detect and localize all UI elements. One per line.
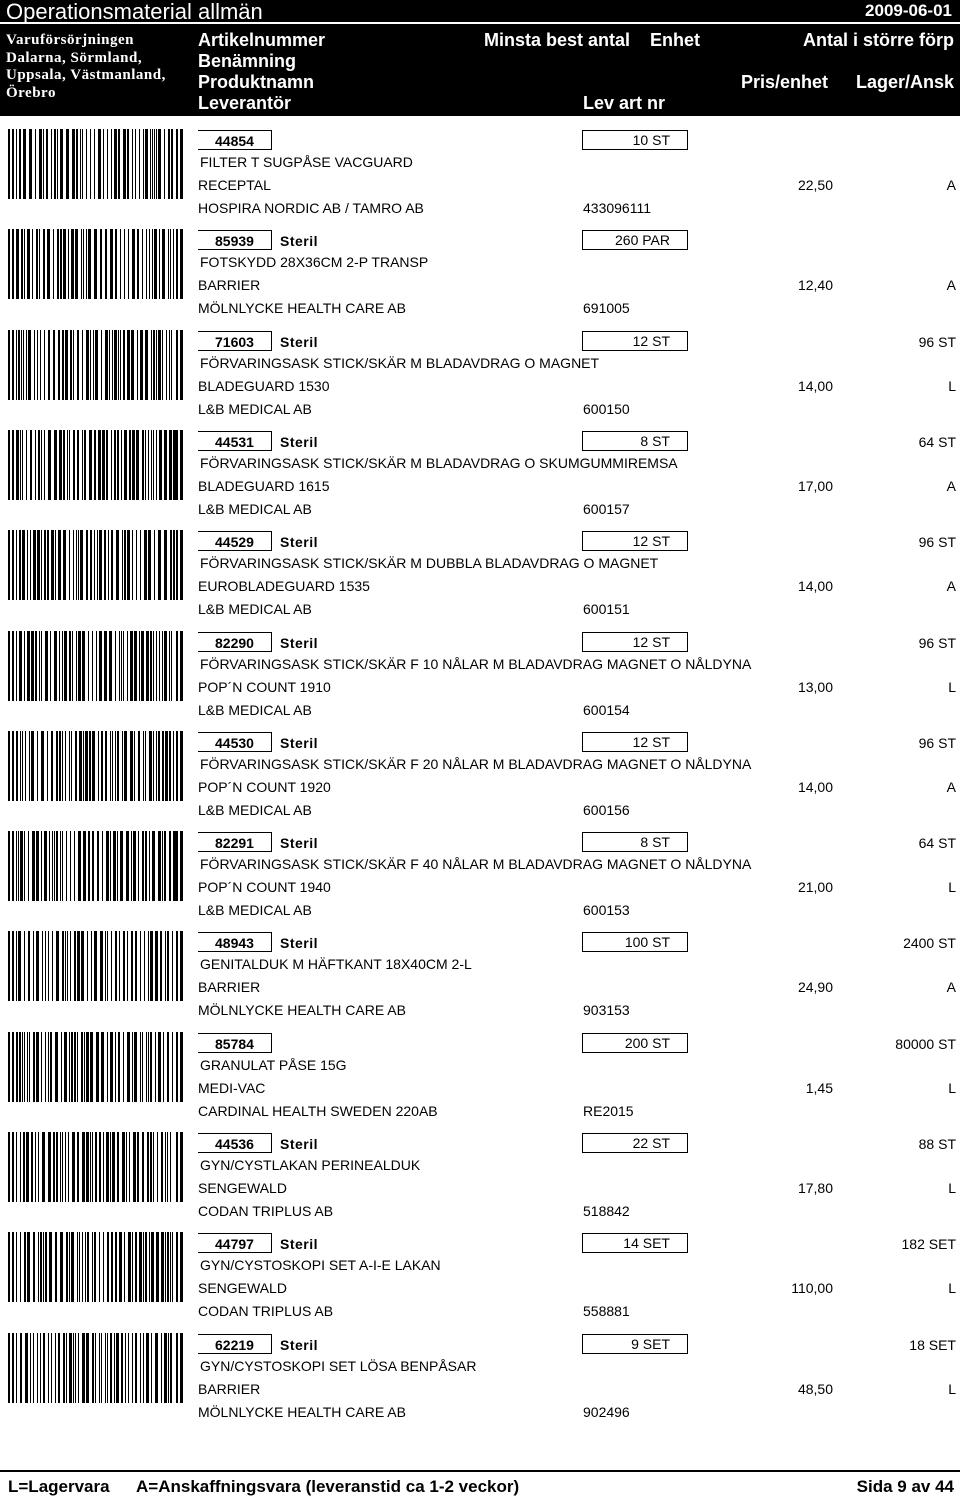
min-order-quantity: 8 ST <box>582 431 688 451</box>
title-bar <box>0 0 960 22</box>
item-description: FÖRVARINGSASK STICK/SKÄR M BLADAVDRAG O SKUMGUMMIREMSA <box>200 454 678 471</box>
item-row <box>0 1330 960 1430</box>
item-description: FÖRVARINGSASK STICK/SKÄR F 40 NÅLAR M BLADAVDRAG MAGNET O NÅLDYNA <box>200 856 752 873</box>
region-label: Varuförsörjningen Dalarna, Sörmland, Uppsala, Västmanland, Örebro <box>6 32 166 101</box>
larger-package-quantity: 2400 ST <box>903 935 956 952</box>
article-number: 82290 <box>198 632 272 652</box>
product-name: POP´N COUNT 1920 <box>198 778 331 795</box>
article-number: 44854 <box>198 130 272 150</box>
steril-label: Steril <box>280 534 319 551</box>
unit-price: 14,00 <box>797 578 833 595</box>
item-description: GENITALDUK M HÄFTKANT 18X40CM 2-L <box>200 956 472 973</box>
product-name: RECEPTAL <box>198 177 271 193</box>
supplier-article-number: 518842 <box>583 1203 630 1219</box>
larger-package-quantity: 96 ST <box>918 634 956 651</box>
min-order-quantity: 9 SET <box>582 1334 688 1354</box>
steril-label: Steril <box>280 233 319 250</box>
unit-price: 21,00 <box>797 879 833 896</box>
footer <box>0 1470 960 1497</box>
stock-type: L <box>948 1280 956 1297</box>
steril-label: Steril <box>280 1236 319 1253</box>
product-name: SENGEWALD <box>198 1180 287 1196</box>
larger-package-quantity: 64 ST <box>918 835 956 852</box>
item-row <box>0 828 960 928</box>
product-name: POP´N COUNT 1910 <box>198 678 331 695</box>
min-order-quantity: 12 ST <box>582 531 688 551</box>
item-row <box>0 928 960 1028</box>
col-pris-enhet: Pris/enhet <box>741 72 829 92</box>
min-order-quantity: 22 ST <box>582 1133 688 1153</box>
barcode <box>8 330 184 400</box>
col-artikelnummer: Artikelnummer <box>198 30 326 50</box>
stock-type: L <box>948 879 956 896</box>
product-name: SENGEWALD <box>198 1280 287 1297</box>
barcode <box>8 430 184 500</box>
item-description: FILTER T SUGPÅSE VACGUARD <box>200 154 413 170</box>
supplier: MÖLNLYCKE HEALTH CARE AB <box>198 300 406 317</box>
item-row <box>0 327 960 427</box>
item-row <box>0 1029 960 1129</box>
supplier-article-number: RE2015 <box>583 1102 634 1119</box>
stock-type: L <box>948 377 956 394</box>
product-name: BLADEGUARD 1615 <box>198 477 330 494</box>
col-lev-art-nr: Lev art nr <box>583 93 666 113</box>
steril-label: Steril <box>280 835 319 852</box>
supplier-article-number: 600156 <box>583 801 630 818</box>
col-antal-storre: Antal i större förp <box>802 30 954 50</box>
item-row <box>0 226 960 326</box>
item-description: FÖRVARINGSASK STICK/SKÄR F 10 NÅLAR M BLADAVDRAG MAGNET O NÅLDYNA <box>200 655 752 672</box>
item-description: FÖRVARINGSASK STICK/SKÄR F 20 NÅLAR M BLADAVDRAG MAGNET O NÅLDYNA <box>200 755 752 772</box>
barcode <box>8 1333 184 1403</box>
col-enhet: Enhet <box>650 30 701 50</box>
stock-type: L <box>948 678 956 695</box>
barcode <box>8 1232 184 1302</box>
article-number: 62219 <box>198 1334 272 1354</box>
stock-type: A <box>946 277 956 294</box>
supplier-article-number: 558881 <box>583 1303 630 1320</box>
product-name: BARRIER <box>198 277 261 294</box>
supplier: MÖLNLYCKE HEALTH CARE AB <box>198 1403 406 1420</box>
supplier: HOSPIRA NORDIC AB / TAMRO AB <box>198 200 424 216</box>
supplier: MÖLNLYCKE HEALTH CARE AB <box>198 1002 406 1019</box>
stock-type: A <box>946 177 956 193</box>
barcode <box>8 731 184 801</box>
supplier-article-number: 902496 <box>583 1403 630 1420</box>
item-description: GYN/CYSTOSKOPI SET LÖSA BENPÅSAR <box>200 1357 477 1374</box>
unit-price: 12,40 <box>797 277 833 294</box>
stock-type: A <box>946 477 956 494</box>
unit-price: 48,50 <box>797 1380 833 1397</box>
article-number: 44797 <box>198 1233 272 1253</box>
supplier: L&B MEDICAL AB <box>198 701 312 718</box>
min-order-quantity: 200 ST <box>582 1033 688 1053</box>
stock-type: A <box>946 578 956 595</box>
col-benamning: Benämning <box>198 51 297 71</box>
article-number: 71603 <box>198 331 272 351</box>
steril-label: Steril <box>280 634 319 651</box>
min-order-quantity: 12 ST <box>582 632 688 652</box>
col-produktnamn: Produktnamn <box>198 72 315 92</box>
unit-price: 17,80 <box>797 1180 833 1196</box>
barcode <box>8 530 184 600</box>
unit-price: 14,00 <box>797 778 833 795</box>
min-order-quantity: 14 SET <box>582 1233 688 1253</box>
supplier: L&B MEDICAL AB <box>198 801 312 818</box>
barcode <box>8 931 184 1001</box>
article-number: 48943 <box>198 932 272 952</box>
barcode <box>8 129 184 199</box>
larger-package-quantity: 182 SET <box>901 1236 956 1253</box>
larger-package-quantity: 64 ST <box>918 433 956 450</box>
supplier-article-number: 433096111 <box>583 200 651 216</box>
unit-price: 22,50 <box>797 177 833 193</box>
product-name: POP´N COUNT 1940 <box>198 879 331 896</box>
stock-type: L <box>948 1079 956 1096</box>
supplier: L&B MEDICAL AB <box>198 400 312 417</box>
article-number: 44531 <box>198 431 272 451</box>
product-name: BARRIER <box>198 1380 261 1397</box>
print-date: 2009-06-01 <box>865 1 952 20</box>
supplier: L&B MEDICAL AB <box>198 601 312 618</box>
page-number: Sida 9 av 44 <box>856 1477 954 1496</box>
supplier-article-number: 600153 <box>583 902 630 919</box>
unit-price: 24,90 <box>797 979 833 996</box>
supplier-article-number: 600157 <box>583 500 630 517</box>
product-name: EUROBLADEGUARD 1535 <box>198 578 370 595</box>
article-number: 44529 <box>198 531 272 551</box>
item-row <box>0 1229 960 1329</box>
item-row <box>0 1129 960 1229</box>
col-minsta-best: Minsta best antal <box>484 30 631 50</box>
larger-package-quantity: 96 ST <box>918 534 956 551</box>
stock-type: A <box>946 979 956 996</box>
column-header <box>0 24 960 116</box>
min-order-quantity: 8 ST <box>582 832 688 852</box>
steril-label: Steril <box>280 935 319 952</box>
article-number: 85939 <box>198 230 272 250</box>
barcode <box>8 1132 184 1202</box>
page-title: Operationsmaterial allmän <box>6 0 263 24</box>
supplier-article-number: 600154 <box>583 701 630 718</box>
supplier: L&B MEDICAL AB <box>198 500 312 517</box>
larger-package-quantity: 80000 ST <box>895 1035 956 1052</box>
steril-label: Steril <box>280 333 319 350</box>
larger-package-quantity: 88 ST <box>918 1136 956 1152</box>
col-lager-ansk: Lager/Ansk <box>855 72 954 92</box>
item-description: FÖRVARINGSASK STICK/SKÄR M BLADAVDRAG O MAGNET <box>200 354 600 371</box>
item-description: FOTSKYDD 28X36CM 2-P TRANSP <box>200 254 429 271</box>
supplier-article-number: 600150 <box>583 400 630 417</box>
item-row <box>0 628 960 728</box>
supplier-article-number: 600151 <box>583 601 630 618</box>
min-order-quantity: 12 ST <box>582 331 688 351</box>
product-name: BLADEGUARD 1530 <box>198 377 330 394</box>
product-name: BARRIER <box>198 979 261 996</box>
article-number: 44530 <box>198 732 272 752</box>
steril-label: Steril <box>280 734 319 751</box>
min-order-quantity: 12 ST <box>582 732 688 752</box>
supplier: CODAN TRIPLUS AB <box>198 1203 334 1219</box>
barcode <box>8 1032 184 1102</box>
barcode <box>8 831 184 901</box>
unit-price: 17,00 <box>797 477 833 494</box>
supplier: CARDINAL HEALTH SWEDEN 220AB <box>198 1102 438 1119</box>
article-number: 82291 <box>198 832 272 852</box>
min-order-quantity: 10 ST <box>582 130 688 150</box>
supplier: CODAN TRIPLUS AB <box>198 1303 334 1320</box>
product-name: MEDI-VAC <box>198 1079 266 1096</box>
item-description: FÖRVARINGSASK STICK/SKÄR M DUBBLA BLADAVDRAG O MAGNET <box>200 555 659 572</box>
unit-price: 14,00 <box>797 377 833 394</box>
col-leverantor: Leverantör <box>198 93 292 113</box>
supplier: L&B MEDICAL AB <box>198 902 312 919</box>
item-row <box>0 427 960 527</box>
item-row <box>0 527 960 627</box>
steril-label: Steril <box>280 1336 319 1353</box>
item-description: GRANULAT PÅSE 15G <box>200 1056 347 1073</box>
stock-type: A <box>946 778 956 795</box>
unit-price: 1,45 <box>805 1079 833 1096</box>
item-description: GYN/CYSTOSKOPI SET A-I-E LAKAN <box>200 1257 441 1274</box>
item-row <box>0 728 960 828</box>
larger-package-quantity: 96 ST <box>918 734 956 751</box>
min-order-quantity: 100 ST <box>582 932 688 952</box>
larger-package-quantity: 18 SET <box>909 1336 956 1353</box>
stock-type: L <box>948 1180 956 1196</box>
legend-lagervara: L=Lagervara <box>8 1477 110 1496</box>
barcode <box>8 229 184 299</box>
supplier-article-number: 691005 <box>583 300 630 317</box>
unit-price: 110,00 <box>791 1280 833 1297</box>
article-number: 85784 <box>198 1033 272 1053</box>
stock-type: L <box>948 1380 956 1397</box>
supplier-article-number: 903153 <box>583 1002 630 1019</box>
steril-label: Steril <box>280 433 319 450</box>
barcode <box>8 631 184 701</box>
unit-price: 13,00 <box>797 678 833 695</box>
item-description: GYN/CYSTLAKAN PERINEALDUK <box>200 1157 421 1173</box>
larger-package-quantity: 96 ST <box>918 333 956 350</box>
article-number: 44536 <box>198 1133 272 1153</box>
item-row <box>0 126 960 226</box>
steril-label: Steril <box>280 1136 319 1152</box>
min-order-quantity: 260 PAR <box>582 230 688 250</box>
legend-anskaffning: A=Anskaffningsvara (leveranstid ca 1-2 veckor) <box>136 1477 520 1496</box>
